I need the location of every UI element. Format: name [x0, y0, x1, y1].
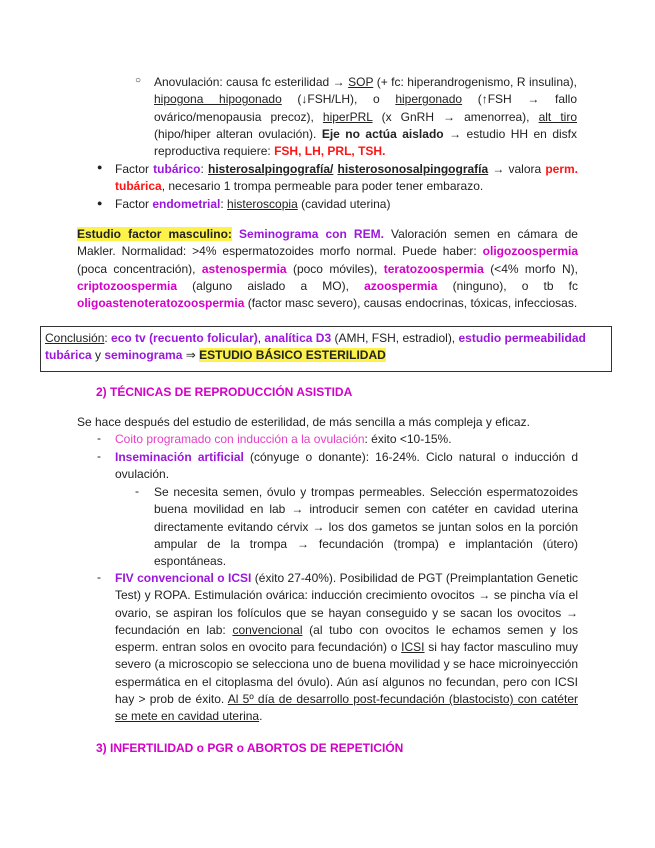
- bullet-icon: ●: [97, 198, 103, 208]
- section-2-heading: 2) TÉCNICAS DE REPRODUCCIÓN ASISTIDA: [96, 385, 353, 399]
- inseminacion-item: Inseminación artificial (cónyuge o donante): 16-24%. Ciclo natural o inducción d ovulación.: [115, 450, 579, 482]
- fiv-icsi-item: FIV convencional o ICSI (éxito 27-40%). Posibilidad de PGT (Preimplantation Genetic Test) y ROPA. Estimulación ovárica: inducción crecimiento ovocitos → se pincha vía el ovario, se aspiran los folículos que se hayan conseguido y se sacan los ovocitos → fecundación en lab: convencional (al tubo con ovocitos le echamos semen y los esperm. entran solos en ovocito para fecundación) o ICSI si hay factor masculino muy severo (a microscopio se selecciona uno de buena movilidad y se hace microinyección espermática en el citoplasma del óvulo). Aún así algunos no fecundan, pero con ICSI hay > prob de éxito. Al 5º día de desarrollo post-fecundación (blastocisto) con catéter se mete en cavidad uterina.: [115, 571, 578, 724]
- factor-endometrial-item: Factor endometrial: histeroscopia (cavidad uterina): [115, 197, 391, 211]
- dash-bullet-icon: -: [135, 484, 139, 498]
- factor-tubarico-item: Factor tubárico: histerosalpingografía/ histerosonosalpingografía → valora perm. tubárica, necesario 1 trompa permeable para poder tener embarazo.: [115, 162, 578, 194]
- inseminacion-detail: Se necesita semen, óvulo y trompas permeables. Selección espermatozoides buena movilidad en lab → introducir semen con catéter en cavidad uterina directamente evitando cérvix → los dos gametos se juntan solos en la porción ampular de la trompa → fecundación (trompa) e implantación (útero) espontáneas.: [154, 485, 578, 569]
- factor-masculino-paragraph: Estudio factor masculino: Seminograma con REM. Valoración semen en cámara de Makler. Normalidad: >4% espermatozoides morfo normal. Puede haber: oligozoospermia (poca concentración), astenospermia (poco móviles), teratozoospermia (<4% morfo N), criptozoospermia (alguno aislado a MO), azoospermia (ninguno), o tb fc oligoastenoteratozoospermia (factor masc severo), causas endocrinas, tóxicas, infecciosas.: [77, 227, 579, 311]
- intro-paragraph: Se hace después del estudio de esterilidad, de más sencilla a más compleja y eficaz.: [77, 415, 530, 429]
- anovulacion-paragraph: Anovulación: causa fc esterilidad → SOP (+ fc: hiperandrogenismo, R insulina), hipogona hipogonado (↓FSH/LH), o hipergonado (↑FSH → fallo ovárico/menopausia precoz), hiperPRL (x GnRH → amenorrea), alt tiro (hipo/hiper alteran ovulación). Eje no actúa aislado → estudio HH en disfx reproductiva requiere: FSH, LH, PRL, TSH.: [154, 75, 577, 159]
- bullet-icon: ●: [97, 162, 103, 172]
- dash-bullet-icon: -: [97, 431, 101, 445]
- section-3-heading: 3) INFERTILIDAD o PGR o ABORTOS DE REPETICIÓN: [96, 741, 404, 755]
- circle-bullet-icon: ○: [135, 75, 142, 86]
- dash-bullet-icon: -: [97, 449, 101, 463]
- dash-bullet-icon: -: [97, 570, 101, 584]
- coito-programado-item: Coito programado con inducción a la ovulación: éxito <10-15%.: [115, 432, 452, 446]
- conclusion-text: Conclusión: eco tv (recuento folicular), analítica D3 (AMH, FSH, estradiol), estudio permeabilidad tubárica y seminograma ⇒ ESTUDIO BÁSICO ESTERILIDAD: [45, 331, 586, 363]
